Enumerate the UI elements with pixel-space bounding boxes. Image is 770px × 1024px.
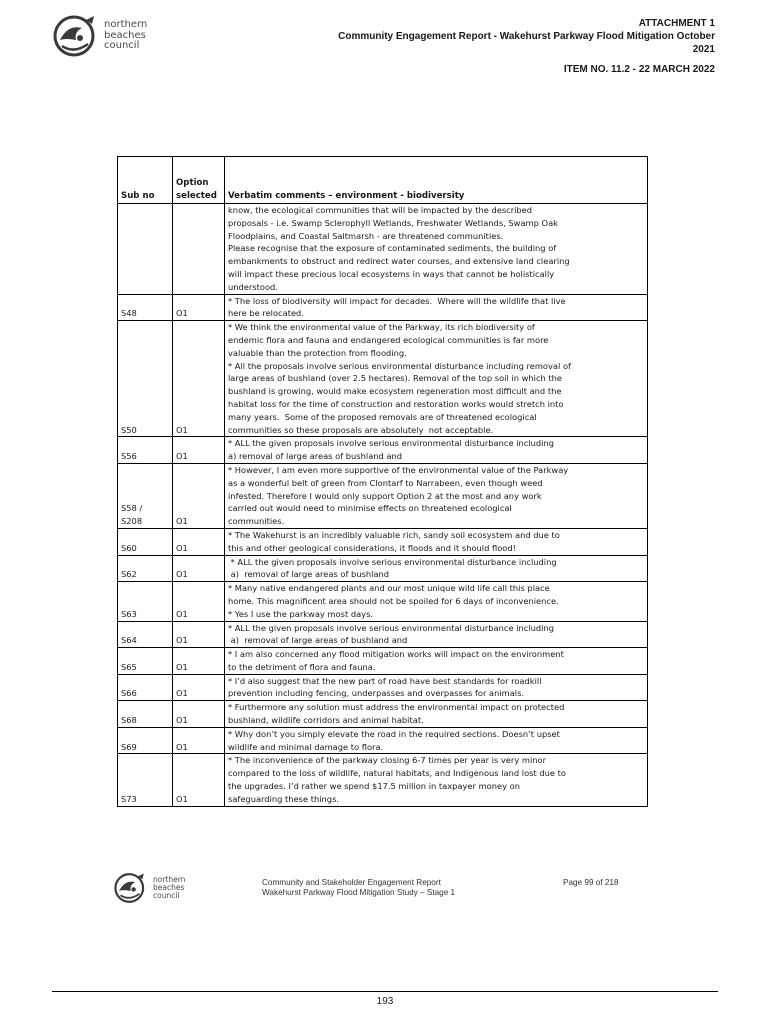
sub-no-text: S50 — [121, 424, 137, 435]
table-header-row — [118, 157, 648, 204]
comment-line: prevention including fencing, underpasses and overpasses for animals. — [228, 688, 525, 699]
cell-option: O1 — [173, 528, 225, 555]
comment-line: * Why don’t you simply elevate the road in the required sections. Doesn’t upset — [228, 728, 560, 739]
cell-comment — [225, 754, 648, 806]
comments-table — [117, 156, 648, 807]
table-row — [118, 294, 648, 321]
comment-line: know, the ecological communities that will be impacted by the described — [228, 205, 533, 215]
header-comments: Verbatim comments – environment - biodiversity — [225, 157, 648, 204]
cell-comment — [225, 463, 648, 528]
cell-comment — [225, 321, 648, 437]
footer-page-count: Page 99 of 218 — [563, 878, 619, 887]
comment-line: understood. — [228, 281, 278, 292]
cell-option: O1 — [173, 321, 225, 437]
item-number: ITEM NO. 11.2 - 22 MARCH 2022 — [563, 64, 715, 75]
cell-sub-no — [118, 754, 173, 806]
header-option-line-1: Option — [176, 178, 209, 189]
cell-sub-no — [118, 582, 173, 621]
comment-line: * The Wakehurst is an incredibly valuable rich, sandy soil ecosystem and due to — [228, 529, 560, 540]
council-emblem-icon — [52, 14, 98, 58]
comment-line: embankments to obstruct and redirect water courses, and extensive land clearing — [228, 256, 570, 267]
table-row — [118, 463, 648, 528]
comment-line: * I’d also suggest that the new part of road have best standards for roadkill — [228, 675, 542, 686]
comment-line: a) removal of large areas of bushland and — [228, 451, 403, 462]
cell-comment — [225, 294, 648, 321]
comment-line: the upgrades. I’d rather we spend $17.5 million in taxpayer money on — [228, 781, 520, 792]
cell-option: O1 — [173, 437, 225, 464]
cell-comment — [225, 648, 648, 675]
comment-line: will impact these precious local ecosystems in ways that cannot be holistically — [228, 268, 555, 279]
table-body — [118, 204, 648, 807]
cell-sub-no — [118, 727, 173, 754]
sub-no-text: S66 — [121, 688, 137, 699]
page-number: 193 — [376, 996, 394, 1007]
cell-comment — [225, 555, 648, 582]
comment-line: communities. — [228, 516, 285, 527]
table-row — [118, 582, 648, 621]
logo-line-2: beaches — [104, 29, 146, 41]
comment-line: a) removal of large areas of bushland — [228, 569, 390, 580]
footer-logo-line-2: beaches — [153, 883, 185, 893]
table-row — [118, 674, 648, 701]
cell-option: O1 — [173, 621, 225, 648]
report-title-line-1: Community Engagement Report - Wakehurst Parkway Flood Mitigation October — [338, 31, 715, 42]
table-row — [118, 701, 648, 728]
cell-sub-no — [118, 294, 173, 321]
sub-no-text: S48 — [121, 308, 137, 319]
footer-report-info — [262, 878, 455, 898]
sub-no-text: S56 — [121, 451, 137, 462]
cell-sub-no — [118, 621, 173, 648]
comment-line: proposals - i.e. Swamp Sclerophyll Wetlands, Freshwater Wetlands, Swamp Oak — [228, 217, 558, 228]
table-row — [118, 204, 648, 295]
cell-comment — [225, 204, 648, 295]
sub-no-text: S73 — [121, 793, 137, 804]
comment-line: to the detriment of flora and fauna. — [228, 661, 376, 672]
sub-no-text: S69 — [121, 741, 137, 752]
comment-line: * ALL the given proposals involve serious environmental disturbance including — [228, 438, 554, 449]
table-row — [118, 528, 648, 555]
comment-line: here be relocated. — [228, 308, 304, 319]
header-option-line-2: selected — [176, 191, 217, 202]
comment-line: * ALL the given proposals involve serious environmental disturbance including — [228, 622, 554, 633]
comment-line: * However, I am even more supportive of the environmental value of the Parkway — [228, 464, 569, 475]
comment-line: a) removal of large areas of bushland and — [228, 635, 408, 646]
sub-no-text: S65 — [121, 661, 137, 672]
comment-line: Please recognise that the exposure of contaminated sediments, the building of — [228, 243, 557, 254]
footer-logo-line-1: northern — [153, 875, 186, 885]
comment-line: this and other geological considerations, it floods and it should flood! — [228, 542, 516, 553]
comment-line: wildlife and minimal damage to flora. — [228, 741, 384, 752]
sub-no-text: S62 — [121, 569, 137, 580]
header-sub-no: Sub no — [118, 157, 173, 204]
comment-line: large areas of bushland (over 2.5 hectares). Removal of the top soil in which the — [228, 373, 563, 384]
page-header — [215, 17, 715, 76]
cell-sub-no — [118, 437, 173, 464]
comment-line: bushland is growing, would make ecosystem regeneration most difficult and the — [228, 386, 562, 397]
sub-no-text: S60 — [121, 542, 137, 553]
footer-logo-line-3: council — [153, 890, 180, 900]
cell-comment — [225, 437, 648, 464]
bottom-divider — [52, 991, 718, 992]
cell-comment — [225, 674, 648, 701]
comment-line: endemic flora and fauna and endangered ecological communities is far more — [228, 334, 549, 345]
comment-line: * ALL the given proposals involve serious environmental disturbance including — [228, 556, 557, 567]
comment-line: habitat loss for the time of construction and restoration works would stretch into — [228, 398, 564, 409]
header-option-selected — [173, 157, 225, 204]
logo-line-1: northern — [104, 19, 148, 31]
comment-line: Floodplains, and Coastal Saltmarsh - are threatened communities. — [228, 230, 504, 241]
comment-line: valuable than the protection from flooding. — [228, 347, 407, 358]
cell-sub-no — [118, 674, 173, 701]
table-row — [118, 621, 648, 648]
comment-line: * Furthermore any solution must address the environmental impact on protected — [228, 702, 565, 713]
comment-line: communities so these proposals are absolutely not acceptable. — [228, 424, 494, 435]
footer-line-1: Community and Stakeholder Engagement Report — [262, 878, 441, 887]
cell-option: O1 — [173, 701, 225, 728]
cell-sub-no — [118, 648, 173, 675]
comment-line: many years. Some of the proposed removals are of threatened ecological — [228, 411, 537, 422]
table-row — [118, 555, 648, 582]
cell-option: O1 — [173, 294, 225, 321]
comment-line: * I am also concerned any flood mitigation works will impact on the environment — [228, 649, 564, 660]
cell-sub-no — [118, 528, 173, 555]
cell-comment — [225, 528, 648, 555]
council-logo — [52, 14, 147, 58]
table-row — [118, 321, 648, 437]
sub-no-text: S58 / — [121, 503, 143, 514]
cell-sub-no — [118, 463, 173, 528]
table-row — [118, 754, 648, 806]
report-title-line-2: 2021 — [692, 44, 715, 55]
footer-emblem-icon — [112, 872, 148, 904]
cell-option: O1 — [173, 674, 225, 701]
cell-option: O1 — [173, 754, 225, 806]
cell-option: O1 — [173, 727, 225, 754]
comment-line: * Many native endangered plants and our most unique wild life call this place — [228, 583, 550, 594]
comment-line: * The inconvenience of the parkway closing 6-7 times per year is very minor — [228, 755, 546, 766]
comment-line: infested. Therefore I would only support Option 2 at the most and any work — [228, 490, 542, 501]
cell-comment — [225, 621, 648, 648]
cell-comment — [225, 727, 648, 754]
comment-line: carried out would need to minimise effects on threatened ecological — [228, 503, 512, 514]
cell-option — [173, 204, 225, 295]
cell-sub-no — [118, 701, 173, 728]
cell-option: O1 — [173, 463, 225, 528]
table-row — [118, 648, 648, 675]
table-row — [118, 727, 648, 754]
comment-line: * Yes I use the parkway most days. — [228, 608, 374, 619]
cell-sub-no — [118, 204, 173, 295]
cell-sub-no — [118, 555, 173, 582]
cell-comment — [225, 701, 648, 728]
sub-no-text: S68 — [121, 715, 137, 726]
footer-logo — [112, 872, 185, 904]
comment-line: bushland, wildlife corridors and animal habitat. — [228, 715, 424, 726]
cell-option: O1 — [173, 582, 225, 621]
cell-option: O1 — [173, 648, 225, 675]
comment-line: * All the proposals involve serious environmental disturbance including removal of — [228, 360, 571, 371]
comment-line: home. This magnificent area should not be spoiled for 6 days of inconvenience. — [228, 595, 559, 606]
cell-comment — [225, 582, 648, 621]
logo-line-3: council — [104, 40, 140, 52]
table-row — [118, 437, 648, 464]
cell-option: O1 — [173, 555, 225, 582]
comment-line: * The loss of biodiversity will impact for decades. Where will the wildlife that live — [228, 295, 566, 306]
sub-no-text: S63 — [121, 608, 137, 619]
sub-no-text: S208 — [121, 516, 143, 527]
comment-line: * We think the environmental value of the Parkway, its rich biodiversity of — [228, 322, 535, 333]
comment-line: compared to the loss of wildlife, natural habitats, and Indigenous land lost due to — [228, 768, 566, 779]
comment-line: safeguarding these things. — [228, 793, 340, 804]
footer-line-2: Wakehurst Parkway Flood Mitigation Study – Stage 1 — [262, 888, 456, 897]
sub-no-text: S64 — [121, 635, 137, 646]
attachment-label: ATTACHMENT 1 — [638, 18, 715, 29]
cell-sub-no — [118, 321, 173, 437]
comment-line: as a wonderful belt of green from Clontarf to Narrabeen, even though weed — [228, 477, 543, 488]
